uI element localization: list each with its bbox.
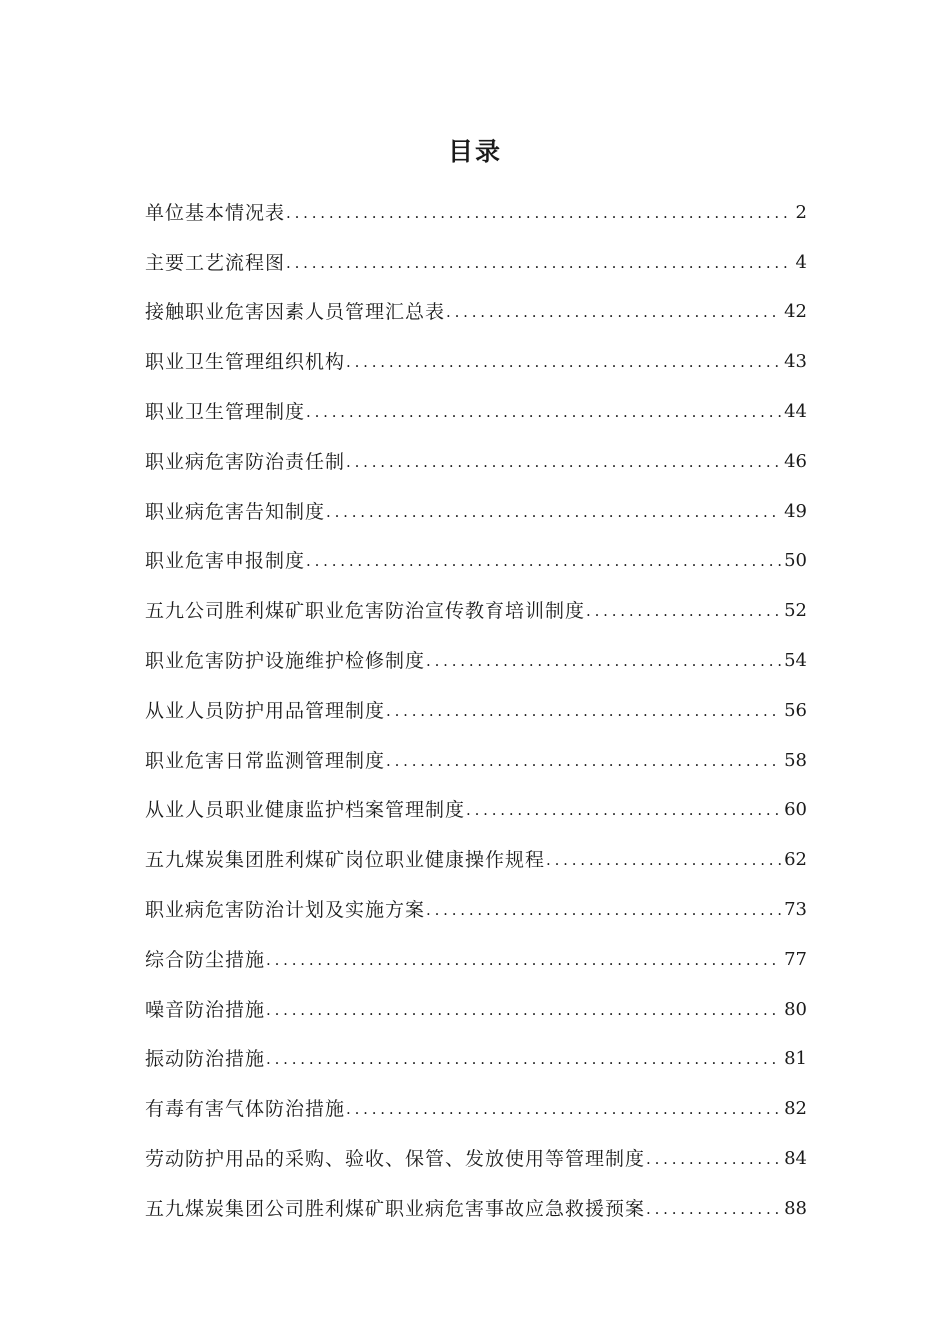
toc-entry-page: 77 bbox=[784, 948, 807, 970]
toc-entry bbox=[145, 879, 807, 929]
toc-entry bbox=[145, 431, 807, 481]
toc-entry-page: 81 bbox=[784, 1048, 807, 1070]
toc-entry bbox=[145, 829, 807, 879]
toc-entry-page: 52 bbox=[784, 600, 807, 622]
toc-entry-label: 职业病危害防治责任制 bbox=[145, 450, 346, 473]
toc-entry-label: 主要工艺流程图 bbox=[145, 251, 286, 274]
toc-entry-label: 单位基本情况表 bbox=[145, 201, 286, 224]
toc-entry-label: 振动防治措施 bbox=[145, 1048, 266, 1071]
toc-entry-label: 五九煤炭集团胜利煤矿岗位职业健康操作规程 bbox=[145, 849, 546, 872]
toc-list bbox=[145, 182, 807, 1228]
toc-entry-page: 82 bbox=[784, 1098, 807, 1120]
toc-entry bbox=[145, 1078, 807, 1128]
dot-leader bbox=[386, 692, 781, 730]
toc-entry bbox=[145, 1128, 807, 1178]
toc-entry bbox=[145, 580, 807, 630]
toc-entry bbox=[145, 232, 807, 282]
toc-entry-page: 80 bbox=[784, 998, 807, 1020]
toc-entry bbox=[145, 282, 807, 332]
toc-entry bbox=[145, 630, 807, 680]
dot-leader bbox=[306, 393, 781, 431]
toc-entry-page: 56 bbox=[784, 699, 807, 721]
toc-entry-label: 职业卫生管理组织机构 bbox=[145, 351, 346, 374]
dot-leader bbox=[646, 1140, 781, 1178]
toc-entry-page: 58 bbox=[784, 749, 807, 771]
dot-leader bbox=[446, 293, 781, 331]
toc-entry-page: 62 bbox=[784, 849, 807, 871]
toc-entry bbox=[145, 481, 807, 531]
toc-entry-page: 50 bbox=[784, 550, 807, 572]
toc-entry-page: 60 bbox=[784, 799, 807, 821]
toc-entry bbox=[145, 182, 807, 232]
dot-leader bbox=[266, 1040, 781, 1078]
page-title: 目录 bbox=[447, 137, 502, 166]
toc-entry-label: 接触职业危害因素人员管理汇总表 bbox=[145, 301, 446, 324]
dot-leader bbox=[346, 1090, 781, 1128]
toc-entry-page: 46 bbox=[784, 450, 807, 472]
toc-entry-page: 84 bbox=[784, 1147, 807, 1169]
toc-entry-label: 从业人员职业健康监护档案管理制度 bbox=[145, 799, 466, 822]
dot-leader bbox=[266, 991, 781, 1029]
toc-entry bbox=[145, 979, 807, 1029]
toc-entry-label: 职业病危害防治计划及实施方案 bbox=[145, 898, 426, 921]
toc-entry-page: 4 bbox=[795, 251, 807, 273]
toc-entry-page: 2 bbox=[795, 201, 807, 223]
toc-entry-label: 五九公司胜利煤矿职业危害防治宣传教育培训制度 bbox=[145, 600, 586, 623]
toc-entry-label: 职业卫生管理制度 bbox=[145, 400, 306, 423]
dot-leader bbox=[306, 542, 781, 580]
toc-entry-page: 42 bbox=[784, 301, 807, 323]
toc-entry bbox=[145, 929, 807, 979]
toc-entry bbox=[145, 531, 807, 581]
toc-entry bbox=[145, 780, 807, 830]
dot-leader bbox=[426, 642, 781, 680]
toc-entry-page: 88 bbox=[784, 1197, 807, 1219]
toc-entry-page: 43 bbox=[784, 351, 807, 373]
toc-entry-label: 劳动防护用品的采购、验收、保管、发放使用等管理制度 bbox=[145, 1147, 646, 1170]
toc-entry bbox=[145, 381, 807, 431]
toc-entry-label: 职业病危害告知制度 bbox=[145, 500, 326, 523]
toc-entry bbox=[145, 730, 807, 780]
dot-leader bbox=[286, 194, 793, 232]
toc-entry-label: 噪音防治措施 bbox=[145, 998, 266, 1021]
dot-leader bbox=[266, 941, 781, 979]
toc-entry bbox=[145, 331, 807, 381]
toc-entry-page: 49 bbox=[784, 500, 807, 522]
toc-entry-label: 职业危害防护设施维护检修制度 bbox=[145, 649, 426, 672]
dot-leader bbox=[466, 791, 781, 829]
toc-entry-label: 五九煤炭集团公司胜利煤矿职业病危害事故应急救援预案 bbox=[145, 1197, 646, 1220]
dot-leader bbox=[346, 343, 781, 381]
toc-entry bbox=[145, 680, 807, 730]
toc-entry-page: 73 bbox=[784, 898, 807, 920]
dot-leader bbox=[386, 742, 781, 780]
dot-leader bbox=[586, 592, 781, 630]
dot-leader bbox=[346, 443, 781, 481]
dot-leader bbox=[546, 841, 781, 879]
dot-leader bbox=[326, 493, 781, 531]
toc-entry-label: 职业危害申报制度 bbox=[145, 550, 306, 573]
toc-entry bbox=[145, 1029, 807, 1079]
toc-entry-page: 44 bbox=[784, 400, 807, 422]
dot-leader bbox=[646, 1190, 781, 1228]
dot-leader bbox=[426, 891, 781, 929]
toc-entry-label: 职业危害日常监测管理制度 bbox=[145, 749, 386, 772]
toc-entry-page: 54 bbox=[784, 649, 807, 671]
dot-leader bbox=[286, 244, 793, 282]
toc-entry-label: 综合防尘措施 bbox=[145, 948, 266, 971]
toc-entry-label: 有毒有害气体防治措施 bbox=[145, 1098, 346, 1121]
toc-entry-label: 从业人员防护用品管理制度 bbox=[145, 699, 386, 722]
toc-entry bbox=[145, 1178, 807, 1228]
